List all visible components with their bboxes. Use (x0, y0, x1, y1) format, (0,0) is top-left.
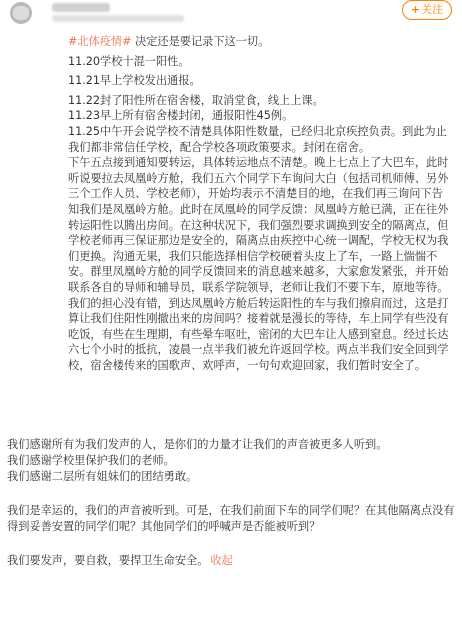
post-intro-text: 决定还是要记录下这一切。 (131, 35, 270, 48)
hashtag-link[interactable]: #北体疫情# (68, 35, 132, 48)
post-body-continued (0, 437, 462, 569)
thanks-line-2: 我们感谢学校里保护我们的老师。 (7, 454, 175, 467)
follow-button[interactable] (402, 0, 452, 20)
timeline-line-1120: 11.20学校十混一阳性。 (68, 54, 190, 68)
username-blurred[interactable] (52, 3, 110, 12)
timeline-line-1121: 11.21早上学校发出通报。 (68, 74, 201, 88)
timeline-line-1122: 11.22封了阳性所在宿舍楼，取消堂食，线上上课。 (68, 93, 324, 107)
follow-plus-icon: + (410, 3, 421, 16)
timeline-line-1125: 11.25中午开会说学校不清楚具体阳性数量，已经归北京疾控负责。到此为止我们都非常信任学校，配合学校各项政策要求。封闭在宿舍。 (68, 124, 447, 154)
post-header (0, 0, 462, 26)
paragraph-gap (0, 485, 462, 503)
thanks-line-1: 我们感谢所有为我们发声的人，是你们的力量才让我们的声音被更多人听到。 (7, 438, 388, 451)
post-meta-blurred (52, 15, 184, 22)
question-paragraph: 我们是幸运的，我们的声音被听到。可是，在我们前面下车的同学们呢？在其他隔离点没有得到妥善安置的同学们呢？其他同学们的呼喊声是否能被听到？ (7, 504, 455, 533)
thanks-line-3: 我们感谢二层所有姐妹们的团结勇敢。 (7, 470, 198, 483)
post-intro-line (68, 34, 453, 50)
final-line (0, 553, 462, 569)
paragraph-gap (0, 535, 462, 553)
follow-label: 关注 (421, 3, 444, 16)
final-line-text: 我们要发声，要自救，要捍卫生命安全。 (7, 554, 209, 567)
timeline-line-1123: 11.23早上所有宿舍楼封闭，通报阳性45例。 (68, 109, 294, 123)
post-body (68, 34, 453, 373)
collapse-link[interactable]: 收起 (210, 554, 233, 567)
transfer-narrative-paragraph: 下午五点接到通知要转运，具体转运地点不清楚。晚上七点上了大巴车，此时听说要拉去凤凰岭方舱，我们五六个同学下车询问大白（包括司机师傅、另外三个工作人员、学校老师），开始均表示不清楚目的地，在我们再三询问下告知我们是凤凰岭方舱。此时在凤凰岭的同学反馈：凤凰岭方舱已满，正在往外转运阳性以腾出房间。在这种状况下，我们强烈要求调换到安全的隔离点，但学校老师再三保证那边是安全的，隔离点由疾控中心统一调配，学校无权为我们更换。沟通无果，我们只能选择相信学校硬着头皮上了车，一路上惴惴不安。群里凤凰岭方舱的同学反馈回来的消息越来越多，大家愈发紧张，并开始联系各自的导师和辅导员，联系学院领导，老师让我们不要下车，原地等待。我们的担心没有错，到达凤凰岭方舱后转运阳性的车与我们擦肩而过，这是打算让我们住阳性刚撤出来的房间吗？接着就是漫长的等待，车上同学有些没有吃饭，有些在生理期，有些晕车呕吐，密闭的大巴车让人感到窒息。经过长达六七个小时的抵抗，凌晨一点半我们被允许返回学校。两点半我们安全回到学校，宿舍楼传来的国歌声、欢呼声，一句句欢迎回家，我们暂时安全了。 (68, 156, 449, 372)
avatar[interactable] (10, 2, 32, 24)
